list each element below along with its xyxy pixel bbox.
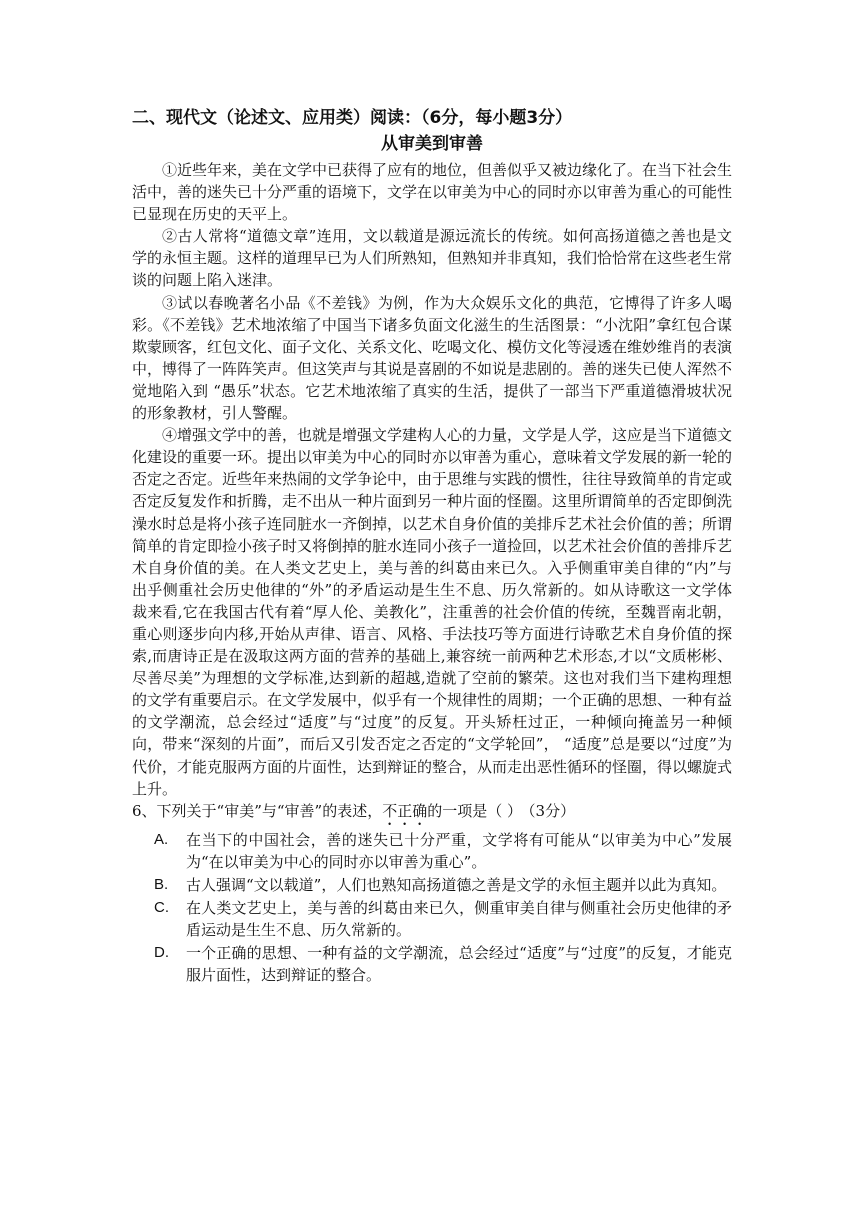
- option-text: 一个正确的思想、一种有益的文学潮流，总会经过“适度”与“过度”的反复，才能克服片面性，达到辩证的整合。: [186, 944, 732, 985]
- answer-options: [132, 829, 732, 987]
- paragraph-4: ④增强文学中的善，也就是增强文学建构人心的力量，文学是人学，这应是当下道德文化建设的重要一环。提出以审美为中心的同时亦以审善为重心，意味着文学发展的新一轮的否定之否定。近些年来热闹的文学争论中，由于思维与实践的惯性，往往导致简单的肯定或否定反复发作和折腾，走不出从一种片面到另一种片面的怪圈。这里所谓简单的否定即倒洗澡水时总是将小孩子连同脏水一齐倒掉，以艺术自身价值的美排斥艺术社会价值的善；所谓简单的肯定即捡小孩子时又将倒掉的脏水连同小孩子一道捡回，以艺术社会价值的善排斥艺术自身价值的美。在人类文艺史上，美与善的纠葛由来已久。入乎侧重审美自律的“内”与出乎侧重社会历史他律的“外”的矛盾运动是生生不息、历久常新的。如从诗歌这一文学体裁来看,它在我国古代有着“厚人伦、美教化”，注重善的社会价值的传统，至魏晋南北朝，重心则逐步向内移,开始从声律、语言、风格、手法技巧等方面进行诗歌艺术自身价值的探索,而唐诗正是在汲取这两方面的营养的基础上,兼容统一前两种艺术形态,才以“文质彬彬、尽善尽美”为理想的文学标准,达到新的超越,造就了空前的繁荣。这也对我们当下建构理想的文学有重要启示。在文学发展中，似乎有一个规律性的周期；一个正确的思想、一种有益的文学潮流，总会经过“适度”与“过度”的反复。开头矫枉过正，一种倾向掩盖另一种倾向，带来“深刻的片面”，而后又引发否定之否定的“文学轮回”， “适度”总是要以“过度”为代价，才能克服两方面的片面性，达到辩证的整合，从而走出恶性循环的怪圈，得以螺旋式上升。: [132, 426, 733, 798]
- option-letter: B.: [154, 875, 169, 893]
- question-prefix: 6、下列关于“审美”与“审善”的表述，: [132, 801, 383, 820]
- paragraph-2: ②古人常将“道德文章”连用，文以载道是源远流长的传统。如何高扬道德之善也是文学的永恒主题。这样的道理早已为人们所熟知，但熟知并非真知，我们恰恰常在这些老生常谈的问题上陷入迷津。: [132, 227, 733, 290]
- option-text: 在人类文艺史上，美与善的纠葛由来已久，侧重审美自律与侧重社会历史他律的矛盾运动是生生不息、历久常新的。: [186, 899, 732, 940]
- paragraph-3: ③试以春晚著名小品《不差钱》为例，作为大众娱乐文化的典范，它博得了许多人喝彩。《不差钱》艺术地浓缩了中国当下诸多负面文化滋生的生活图景：“小沈阳”拿红包合谋欺蒙顾客，红包文化、面子文化、关系文化、吃喝文化、模仿文化等浸透在维妙维肖的表演中，博得了一阵阵笑声。但这笑声与其说是喜剧的不如说是悲剧的。善的迷失已使人浑然不觉地陷入到 “愚乐”状态。它艺术地浓缩了真实的生活，提供了一部当下严重道德滑坡状况的形象教材，引人警醒。: [132, 293, 733, 423]
- option-a[interactable]: [154, 829, 732, 873]
- option-b[interactable]: [154, 874, 732, 896]
- exam-page: [132, 105, 732, 987]
- option-d[interactable]: [154, 942, 732, 986]
- section-heading: 二、现代文（论述文、应用类）阅读：（6分，每小题3分）: [132, 108, 573, 128]
- option-text: 古人强调“文以载道”，人们也熟知高扬道德之善是文学的永恒主题并以此为真知。: [186, 875, 727, 894]
- option-c[interactable]: [154, 897, 732, 941]
- option-text: 在当下的中国社会，善的迷失已十分严重，文学将有可能从“以审美为中心”发展为“在以审美为中心的同时亦以审善为重心”。: [186, 830, 732, 871]
- option-letter: C.: [154, 899, 169, 916]
- question-emphasis: 不正确: [382, 801, 428, 820]
- question-suffix: 的一项是（ ）: [427, 801, 523, 820]
- article-title: 从审美到审善: [381, 134, 483, 154]
- question-score: （3分）: [528, 801, 576, 820]
- paragraph-1: ①近些年来，美在文学中已获得了应有的地位，但善似乎又被边缘化了。在当下社会生活中，善的迷失已十分严重的语境下，文学在以审美为中心的同时亦以审善为重心的可能性已显现在历史的天平上。: [132, 161, 733, 224]
- question-stem: [132, 800, 732, 829]
- option-letter: A.: [154, 830, 169, 848]
- option-letter: D.: [154, 944, 169, 962]
